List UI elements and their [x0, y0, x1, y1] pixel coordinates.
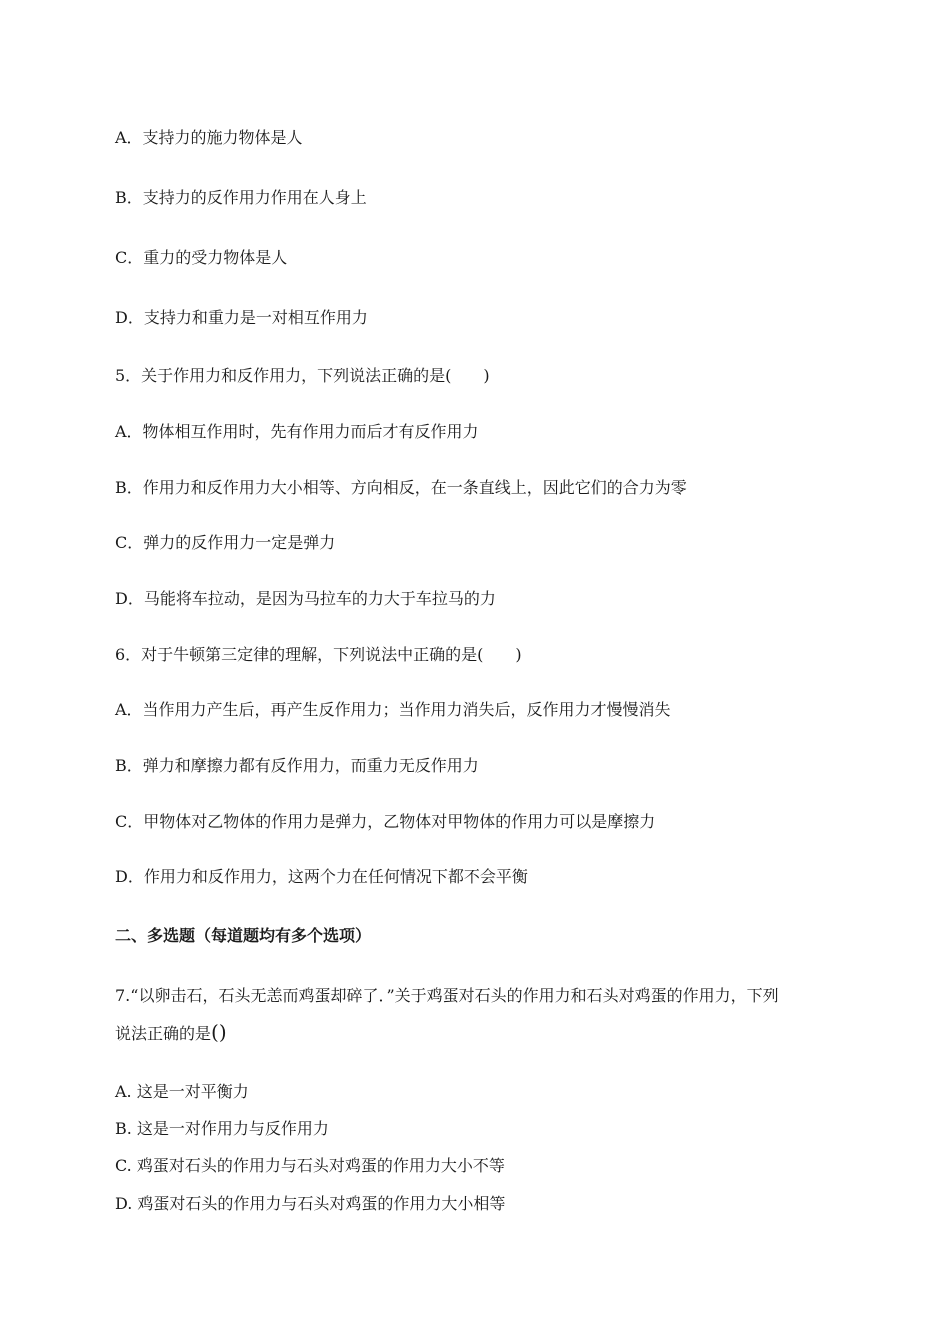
section-heading: 二、多选题（每道题均有多个选项）: [115, 926, 372, 945]
q4-option-a: A．支持力的施力物体是人: [115, 128, 303, 147]
q6-option-b: B．弹力和摩擦力都有反作用力，而重力无反作用力: [115, 756, 479, 775]
q6-stem: 6．对于牛顿第三定律的理解，下列说法中正确的是( ): [115, 645, 522, 664]
q6-option-d: D．作用力和反作用力，这两个力在任何情况下都不会平衡: [115, 867, 528, 886]
q7-option-d: D. 鸡蛋对石头的作用力与石头对鸡蛋的作用力大小相等: [115, 1194, 506, 1213]
q7-stem-line2: [115, 1022, 227, 1044]
q6-option-a: A．当作用力产生后，再产生反作用力；当作用力消失后，反作用力才慢慢消失: [115, 700, 671, 719]
q5-option-c: C．弹力的反作用力一定是弹力: [115, 533, 336, 552]
q5-option-b: B．作用力和反作用力大小相等、方向相反，在一条直线上，因此它们的合力为零: [115, 478, 687, 497]
q5-stem: 5．关于作用力和反作用力，下列说法正确的是( ): [115, 366, 490, 385]
q7-stem-line1: 7.“以卵击石，石头无恙而鸡蛋却碎了．”关于鸡蛋对石头的作用力和石头对鸡蛋的作用力，下列: [115, 986, 779, 1005]
q7-option-b: B. 这是一对作用力与反作用力: [115, 1119, 329, 1138]
q7-answer-paren: (): [211, 1020, 227, 1044]
q4-option-b: B．支持力的反作用力作用在人身上: [115, 188, 367, 207]
q7-stem-text: 说法正确的是: [115, 1024, 212, 1043]
q4-option-d: D．支持力和重力是一对相互作用力: [115, 308, 368, 327]
q6-option-c: C．甲物体对乙物体的作用力是弹力，乙物体对甲物体的作用力可以是摩擦力: [115, 812, 656, 831]
q5-option-a: A．物体相互作用时，先有作用力而后才有反作用力: [115, 422, 479, 441]
q7-option-a: A. 这是一对平衡力: [115, 1082, 249, 1101]
q4-option-c: C．重力的受力物体是人: [115, 248, 288, 267]
q5-option-d: D．马能将车拉动，是因为马拉车的力大于车拉马的力: [115, 589, 496, 608]
q7-option-c: C. 鸡蛋对石头的作用力与石头对鸡蛋的作用力大小不等: [115, 1156, 505, 1175]
